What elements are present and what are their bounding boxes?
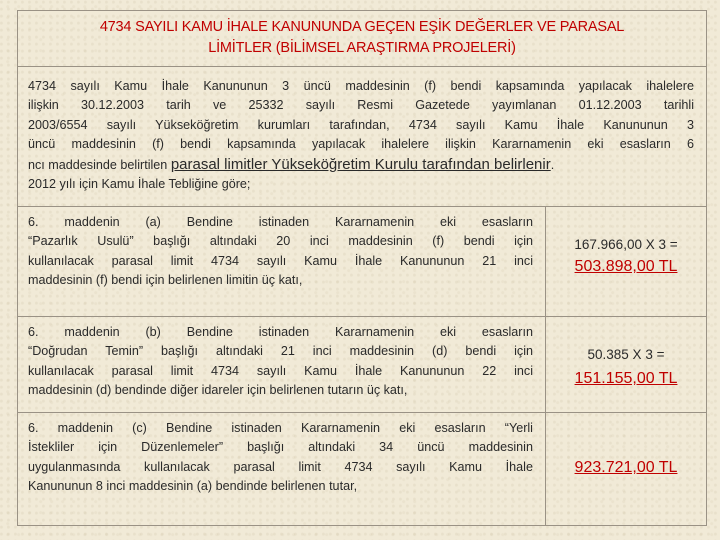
- row-2-result: 151.155,00 TL: [574, 370, 678, 387]
- row-1-description: [18, 207, 546, 317]
- row-3-result: 923.721,00 TL: [574, 459, 678, 476]
- intro-line-2: ilişkin 30.12.2003 tarih ve 25332 sayılı Resmi Gazetede yayımlanan 01.12.2003 tarihli: [28, 98, 694, 113]
- intro-line-3: 2003/6554 sayılı Yükseköğretim kurumları tarafından, 4734 sayılı Kamu İhale Kanununun 3: [28, 117, 694, 132]
- title-line-1: 4734 SAYILI KAMU İHALE KANUNUNDA GEÇEN EŞİK DEĞERLER VE PARASAL: [99, 19, 625, 35]
- page-title: [18, 11, 706, 67]
- intro-line-5-prefix: ncı maddesinde belirtilen: [28, 157, 171, 172]
- document-table: [17, 10, 707, 526]
- row-1-line-4: maddesinin (f) bendi için belirlenen limitin üç katı,: [28, 273, 303, 288]
- row-3-line-2: İstekliler için Düzenlemeler” başlığı altındaki 34 üncü maddesinin: [28, 440, 533, 455]
- row-1-line-3: kullanılacak parasal limit 4734 sayılı Kamu İhale Kanununun 21 inci: [28, 253, 533, 268]
- row-3-line-4: Kanununun 8 inci maddesinin (a) bendinde belirlenen tutar,: [28, 479, 358, 494]
- intro-paragraph: [18, 67, 706, 207]
- row-1-result: 503.898,00 TL: [574, 258, 678, 275]
- row-3-line-1: 6. maddenin (c) Bendine istinaden Kararnamenin eki esasların “Yerli: [28, 421, 533, 435]
- intro-line-6: 2012 yılı için Kamu İhale Tebliğine göre;: [28, 177, 251, 192]
- row-1-line-2: “Pazarlık Usulü” başlığı altındaki 20 inci maddesinin (f) bendi için: [28, 234, 533, 249]
- row-2-description: [18, 317, 546, 413]
- row-2-amount: [546, 317, 706, 413]
- row-1-calculation: 167.966,00 X 3 =: [574, 237, 678, 252]
- row-2-line-2: “Doğrudan Temin” başlığı altındaki 21 inci maddesinin (d) bendi için: [28, 344, 533, 359]
- intro-line-5-suffix: .: [550, 157, 555, 172]
- row-2-calculation: 50.385 X 3 =: [587, 347, 665, 362]
- row-1-amount: [546, 207, 706, 317]
- intro-line-4: üncü maddesinin (f) bendi kapsamında yapılacak ihalelere ilişkin Kararnamenin eki esasların 6: [28, 137, 694, 152]
- row-2-line-4: maddesinin (d) bendinde diğer idareler için belirlenen tutarın üç katı,: [28, 383, 408, 398]
- row-3-description: [18, 413, 546, 525]
- intro-highlight: parasal limitler Yükseköğretim Kurulu tarafından belirlenir: [170, 155, 551, 173]
- row-2-line-1: 6. maddenin (b) Bendine istinaden Kararnamenin eki esasların: [28, 325, 533, 339]
- intro-line-1: 4734 sayılı Kamu İhale Kanununun 3 üncü maddesinin (f) bendi kapsamında yapılacak ihalelere: [28, 79, 694, 93]
- row-2-line-3: kullanılacak parasal limit 4734 sayılı Kamu İhale Kanununun 22 inci: [28, 363, 533, 378]
- row-3-line-3: uygulanmasında kullanılacak parasal limit 4734 sayılı Kamu İhale: [28, 459, 533, 474]
- row-1-line-1: 6. maddenin (a) Bendine istinaden Kararnamenin eki esasların: [28, 215, 533, 229]
- intro-line-5: [28, 155, 694, 175]
- title-line-2: LİMİTLER (BİLİMSEL ARAŞTIRMA PROJELERİ): [208, 40, 516, 56]
- row-3-amount: [546, 413, 706, 525]
